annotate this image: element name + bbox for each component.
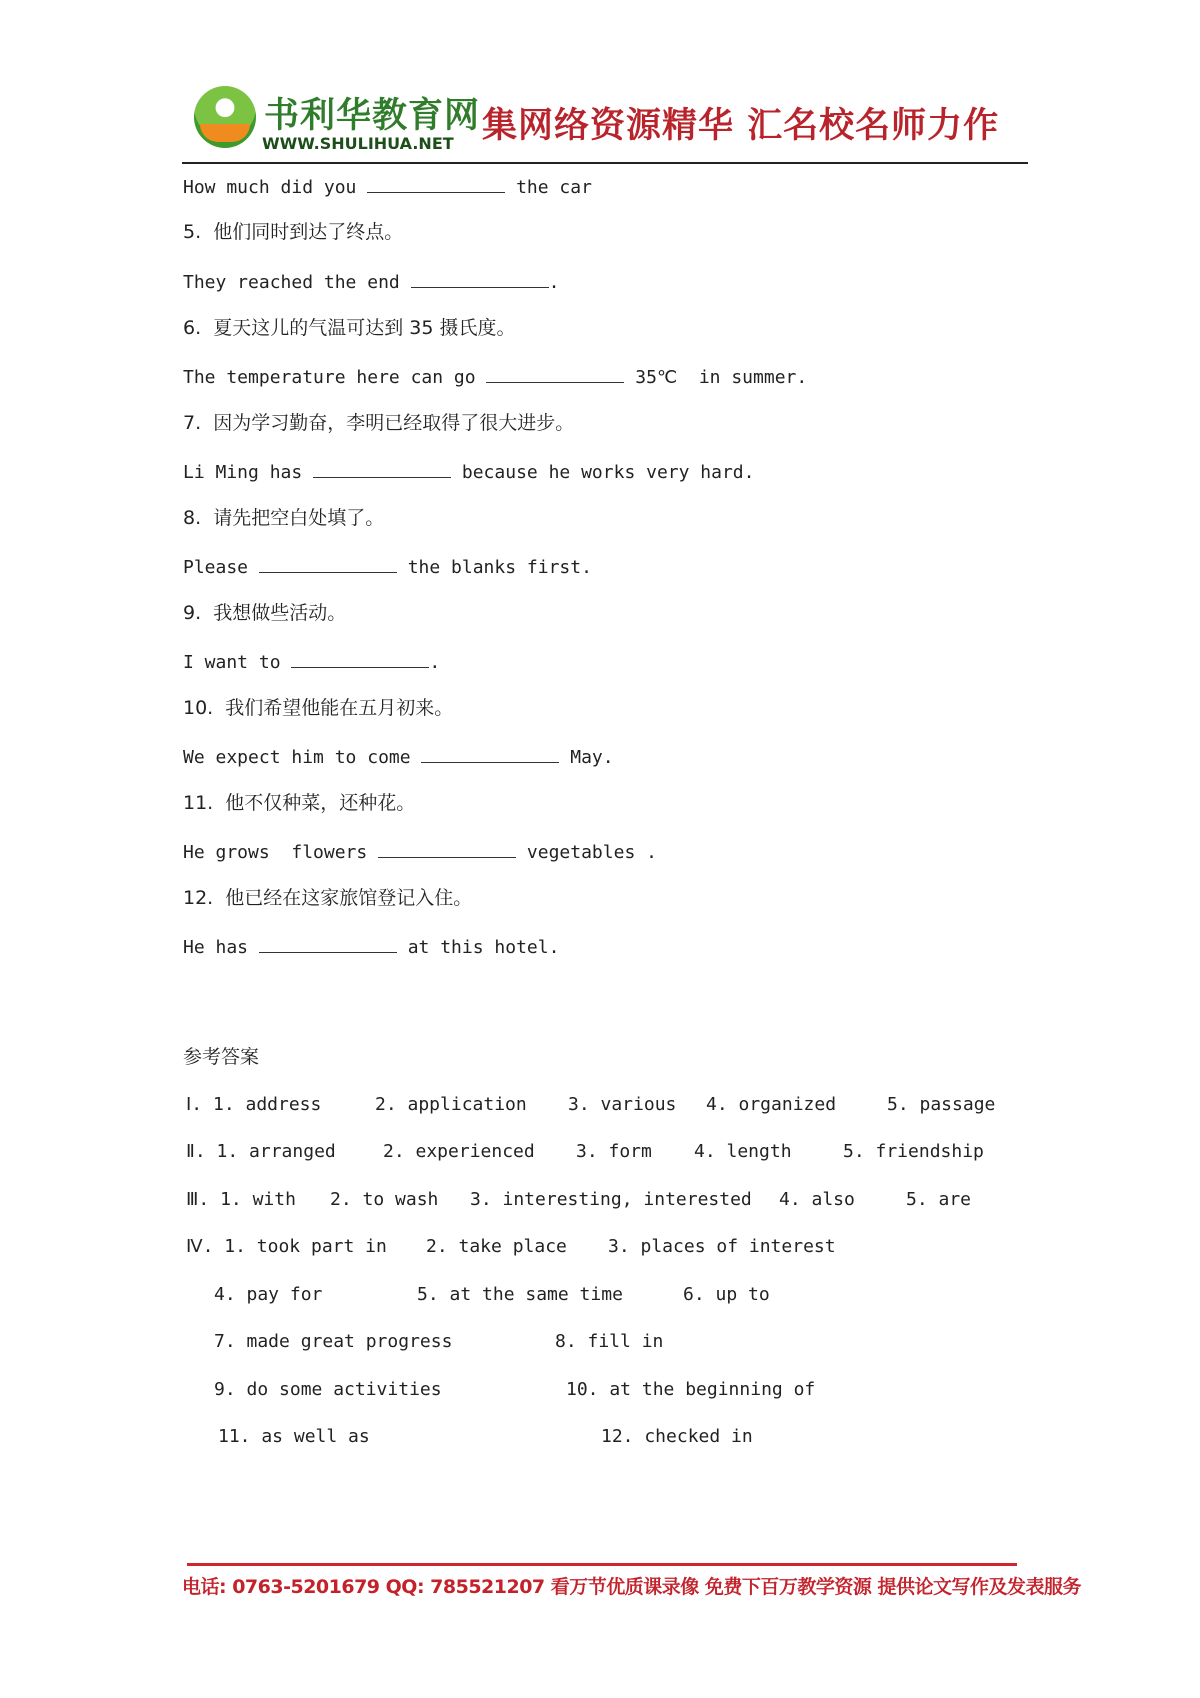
- answer-blank[interactable]: [367, 174, 505, 193]
- answer-item: 4. also: [779, 1189, 855, 1210]
- q5-chinese-line: 5. 他们同时到达了终点。: [183, 221, 404, 243]
- answer-item: 2. take place: [426, 1236, 567, 1257]
- q6-english-line: The temperature here can go 35℃ in summer.: [183, 364, 807, 390]
- answer-key-title: 参考答案: [183, 1046, 260, 1068]
- q4-english-line: How much did you the car: [183, 174, 592, 200]
- q7-chinese-line: 7. 因为学习勤奋，李明已经取得了很大进步。: [183, 412, 575, 434]
- answer-item: 10. at the beginning of: [566, 1379, 816, 1400]
- answer-item: 9. do some activities: [214, 1379, 442, 1400]
- logo-name: 书利华教育网: [264, 96, 481, 136]
- q9-chinese-line: 9. 我想做些活动。: [183, 602, 347, 624]
- answer-item: 4. pay for: [214, 1284, 323, 1305]
- header-slogan: 集网络资源精华 汇名校名师力作: [482, 106, 1000, 146]
- q11-chinese-line: 11. 他不仅种菜，还种花。: [183, 792, 416, 814]
- answer-blank[interactable]: [421, 744, 559, 763]
- q10-chinese-line: 10. 我们希望他能在五月初来。: [183, 697, 454, 719]
- header-divider: [182, 162, 1028, 164]
- q6-chinese-line: 6. 夏天这儿的气温可达到 35 摄氏度。: [183, 317, 516, 339]
- answer-item: 5. at the same time: [417, 1284, 623, 1305]
- logo-url: WWW.SHULIHUA.NET: [262, 134, 454, 153]
- answer-item: 2. application: [375, 1094, 527, 1115]
- answer-blank[interactable]: [259, 934, 397, 953]
- answer-item: 8. fill in: [555, 1331, 664, 1352]
- answer-item: 4. length: [694, 1141, 792, 1162]
- answer-item: 2. to wash: [330, 1189, 439, 1210]
- answer-item: Ⅱ. 1. arranged: [186, 1141, 336, 1162]
- answer-blank[interactable]: [259, 554, 397, 573]
- answer-blank[interactable]: [486, 364, 624, 383]
- answer-item: 3. form: [576, 1141, 652, 1162]
- q8-chinese-line: 8. 请先把空白处填了。: [183, 507, 385, 529]
- answer-item: 4. organized: [706, 1094, 837, 1115]
- answer-item: 3. places of interest: [608, 1236, 836, 1257]
- q10-english-line: We expect him to come May.: [183, 744, 614, 770]
- footer-divider: [187, 1563, 1017, 1566]
- answer-item: 11. as well as: [218, 1426, 370, 1447]
- answer-item: Ⅳ. 1. took part in: [186, 1236, 387, 1257]
- answer-item: 5. passage: [887, 1094, 996, 1115]
- site-header: [182, 86, 1028, 164]
- footer-contact: 电话: 0763-5201679 QQ: 785521207 看万节优质课录像 免费下百万教学资源 提供论文写作及发表服务: [182, 1576, 1081, 1598]
- answer-item: 3. interesting, interested: [470, 1189, 752, 1210]
- q12-english-line: He has at this hotel.: [183, 934, 559, 960]
- answer-item: 2. experienced: [383, 1141, 535, 1162]
- q12-chinese-line: 12. 他已经在这家旅馆登记入住。: [183, 887, 473, 909]
- answer-item: 5. friendship: [843, 1141, 984, 1162]
- q11-english-line: He grows flowers vegetables .: [183, 839, 657, 865]
- q8-english-line: Please the blanks first.: [183, 554, 592, 580]
- answer-item: 5. are: [906, 1189, 972, 1210]
- answer-item: 3. various: [568, 1094, 677, 1115]
- answer-blank[interactable]: [411, 269, 549, 288]
- q5-english-line: They reached the end .: [183, 269, 559, 295]
- q7-english-line: Li Ming has because he works very hard.: [183, 459, 754, 485]
- q9-english-line: I want to .: [183, 649, 440, 675]
- answer-item: 6. up to: [683, 1284, 770, 1305]
- answer-item: Ⅰ. 1. address: [186, 1094, 322, 1115]
- answer-item: Ⅲ. 1. with: [186, 1189, 296, 1210]
- answer-blank[interactable]: [291, 649, 429, 668]
- answer-item: 7. made great progress: [214, 1331, 453, 1352]
- answer-blank[interactable]: [313, 459, 451, 478]
- logo-icon: [194, 86, 256, 148]
- answer-blank[interactable]: [378, 839, 516, 858]
- answer-item: 12. checked in: [601, 1426, 753, 1447]
